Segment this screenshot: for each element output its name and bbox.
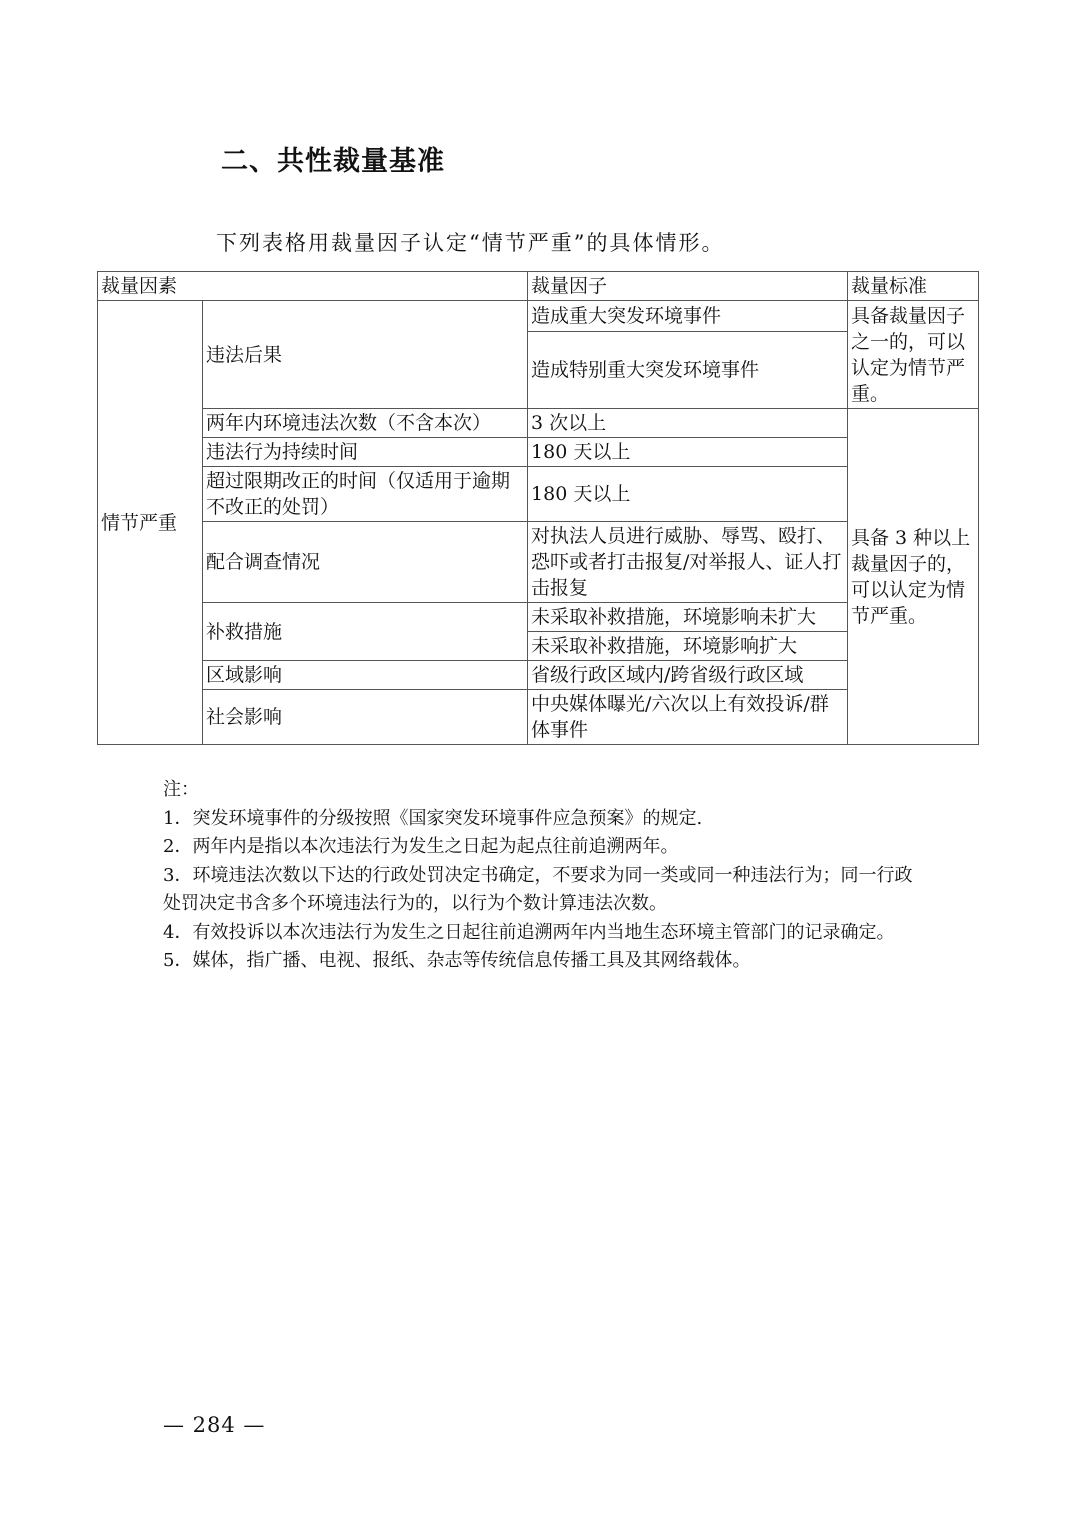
header-standard: 裁量标准 bbox=[848, 272, 979, 301]
factor-cell: 违法行为持续时间 bbox=[203, 438, 528, 467]
note-item: 1．突发环境事件的分级按照《国家突发环境事件应急预案》的规定. bbox=[163, 807, 703, 829]
note-item: 5．媒体，指广播、电视、报纸、杂志等传统信息传播工具及其网络载体。 bbox=[163, 950, 751, 971]
item-cell: 中央媒体曝光/六次以上有效投诉/群体事件 bbox=[528, 690, 848, 745]
item-cell: 未采取补救措施，环境影响扩大 bbox=[528, 632, 848, 661]
table-row bbox=[98, 690, 979, 745]
page-number: — 284 — bbox=[163, 1413, 266, 1437]
table-header-row bbox=[98, 272, 979, 301]
header-factor: 裁量因素 bbox=[98, 272, 528, 301]
intro-text: 下列表格用裁量因子认定“情节严重”的具体情形。 bbox=[216, 231, 725, 255]
factor-cell: 配合调查情况 bbox=[203, 522, 528, 603]
standard-cell: 具备裁量因子之一的，可以认定为情节严重。 bbox=[848, 301, 979, 409]
note-item: 4．有效投诉以本次违法行为发生之日起往前追溯两年内当地生态环境主管部门的记录确定。 bbox=[163, 921, 895, 943]
table-row bbox=[98, 438, 979, 467]
note-item: 2．两年内是指以本次违法行为发生之日起为起点往前追溯两年。 bbox=[163, 836, 679, 857]
item-cell: 造成特别重大突发环境事件 bbox=[528, 332, 848, 409]
table-row bbox=[98, 603, 979, 632]
header-item: 裁量因子 bbox=[528, 272, 848, 301]
section-heading: 二、共性裁量基准 bbox=[221, 146, 445, 177]
criteria-table bbox=[97, 271, 979, 745]
standard-cell: 具备 3 种以上裁量因子的，可以认定为情节严重。 bbox=[848, 409, 979, 745]
factor-cell: 超过限期改正的时间（仅适用于逾期不改正的处罚） bbox=[203, 467, 528, 522]
factor-cell: 补救措施 bbox=[203, 603, 528, 661]
item-cell: 3 次以上 bbox=[528, 409, 848, 438]
table-row bbox=[98, 522, 979, 603]
notes-label: 注： bbox=[163, 779, 199, 800]
factor-cell: 社会影响 bbox=[203, 690, 528, 745]
item-cell: 省级行政区域内/跨省级行政区域 bbox=[528, 661, 848, 690]
factor-cell: 违法后果 bbox=[203, 301, 528, 409]
table-row bbox=[98, 661, 979, 690]
item-cell: 180 天以上 bbox=[528, 467, 848, 522]
item-cell: 180 天以上 bbox=[528, 438, 848, 467]
group-label: 情节严重 bbox=[98, 301, 203, 745]
notes-section bbox=[163, 776, 923, 976]
factor-cell: 两年内环境违法次数（不含本次） bbox=[203, 409, 528, 438]
note-item: 3．环境违法次数以下达的行政处罚决定书确定，不要求为同一类或同一种违法行为；同一行政处罚决定书含多个环境违法行为的，以行为个数计算违法次数。 bbox=[163, 864, 913, 914]
table-row bbox=[98, 301, 979, 332]
table-row bbox=[98, 409, 979, 438]
factor-cell: 区域影响 bbox=[203, 661, 528, 690]
item-cell: 未采取补救措施，环境影响未扩大 bbox=[528, 603, 848, 632]
table-row bbox=[98, 467, 979, 522]
item-cell: 造成重大突发环境事件 bbox=[528, 301, 848, 332]
item-cell: 对执法人员进行威胁、辱骂、殴打、恐吓或者打击报复/对举报人、证人打击报复 bbox=[528, 522, 848, 603]
